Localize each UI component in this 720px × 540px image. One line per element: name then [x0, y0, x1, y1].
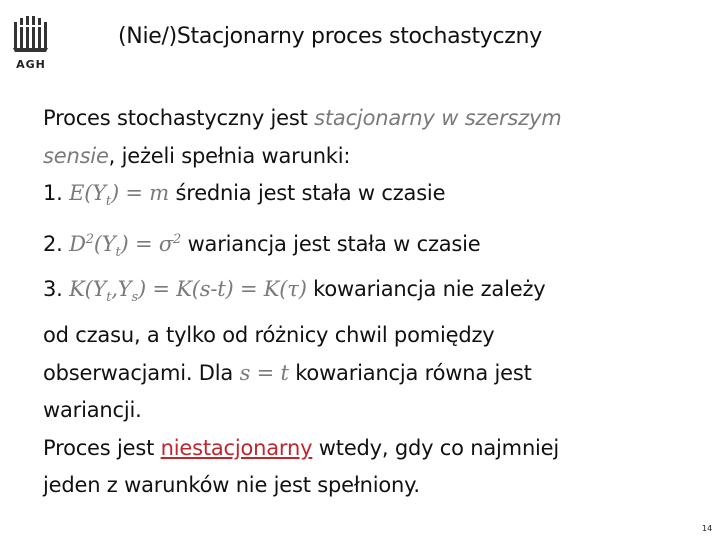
line-6: od czasu, a tylko od różnicy chwil pomiędzy [43, 323, 495, 348]
text-segment: obserwacjami. Dla [43, 360, 240, 385]
condition-text: średnia jest stała w czasie [169, 181, 446, 205]
condition-text: kowariancja nie zależy [306, 277, 546, 302]
formula-superscript: 2 [173, 231, 182, 247]
formula-part: K(Y [69, 277, 107, 302]
formula-subscript: t [105, 194, 111, 210]
formula-part: ) = σ [120, 231, 174, 256]
condition-text: wariancja jest stała w czasie [181, 231, 481, 256]
page-number: 14 [702, 524, 713, 533]
text-segment: , jeżeli spełnia warunki: [108, 143, 351, 168]
formula-superscript: 2 [85, 231, 94, 247]
formula-covariance [69, 277, 307, 306]
formula-part: ) = K(s-t) = K(τ) [137, 277, 307, 302]
condition-number: 2. [43, 231, 70, 256]
text-segment: Proces stochastyczny jest [43, 106, 315, 130]
line-8: wariancji. [43, 398, 142, 423]
formula-s-equals-t: s = t [239, 360, 289, 385]
formula-mean [69, 181, 170, 210]
formula-subscript: t [106, 290, 112, 306]
condition-number: 3. [43, 277, 70, 302]
line-2 [43, 138, 643, 176]
text-segment: wtedy, gdy co najmniej [312, 435, 560, 460]
agh-logo [10, 14, 52, 74]
line-1 [43, 100, 643, 138]
slide-title: (Nie/)Stacjonarny proces stochastyczny [118, 24, 542, 49]
logo-text: AGH [16, 58, 46, 71]
term-sense: sensie [43, 143, 109, 168]
formula-subscript: t [115, 244, 121, 260]
condition-1 [43, 175, 643, 221]
formula-part: D [69, 231, 86, 256]
agh-emblem-icon [10, 14, 52, 54]
formula-subscript: s [131, 290, 138, 306]
line-7 [43, 355, 643, 393]
line-9 [43, 430, 643, 468]
formula-part: (Y [93, 231, 116, 256]
text-segment: kowariancja równa jest [288, 360, 532, 385]
condition-3 [43, 271, 643, 317]
condition-number: 1. [43, 181, 70, 205]
term-nonstationary: niestacjonarny [160, 435, 313, 460]
term-stationary: stacjonarny w szerszym [314, 106, 562, 130]
formula-part: E(Y [69, 181, 106, 205]
formula-part: ,Y [111, 277, 132, 302]
formula-part: ) = m [110, 181, 170, 205]
slide-body [43, 100, 643, 505]
condition-2 [43, 221, 643, 272]
line-10: jeden z warunków nie jest spełniony. [43, 473, 420, 498]
formula-variance [69, 231, 182, 260]
text-segment: Proces jest [43, 435, 161, 460]
